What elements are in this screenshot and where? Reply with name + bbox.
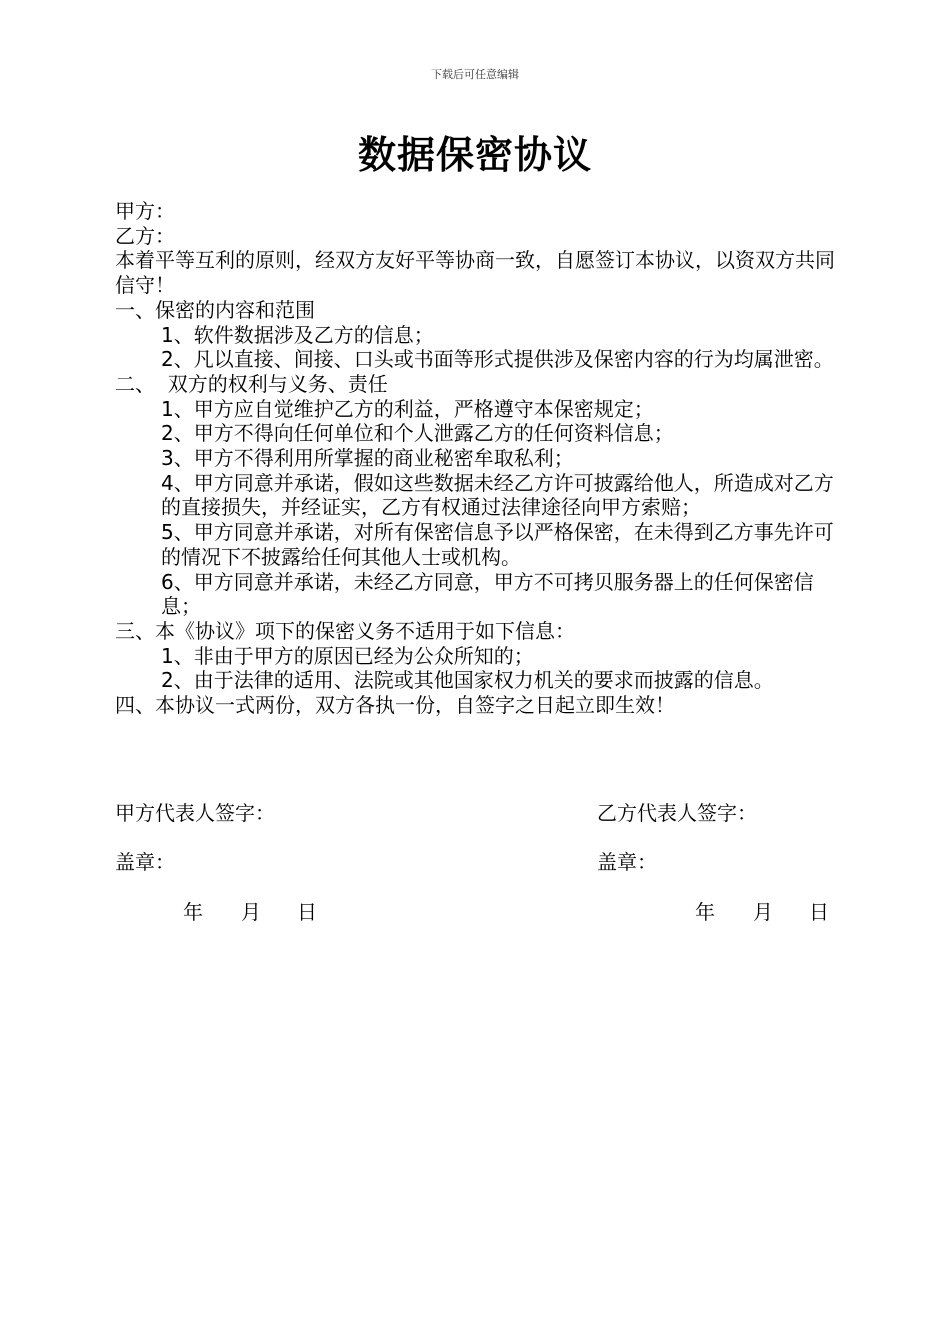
party-a-seal-label: 盖章：	[115, 850, 175, 874]
agreement-body	[115, 199, 840, 718]
party-a-signature-label: 甲方代表人签字：	[115, 801, 275, 825]
section-2-item: 3、甲方不得利用所掌握的商业秘密牟取私利；	[161, 446, 574, 471]
section-2-item: 2、甲方不得向任何单位和个人泄露乙方的任何资料信息；	[161, 421, 674, 446]
year-label: 年	[183, 900, 203, 924]
section-4-heading: 四、本协议一式两份，双方各执一份，自签字之日起立即生效！	[115, 693, 675, 718]
section-2-item: 5、甲方同意并承诺，对所有保密信息予以严格保密，在未得到乙方事先许可的情况下不披露给任何其他人士或机构。	[161, 520, 834, 569]
section-3-item: 1、非由于甲方的原因已经为公众所知的；	[161, 643, 534, 668]
year-label: 年	[695, 900, 715, 924]
section-1-item: 1、软件数据涉及乙方的信息；	[161, 322, 434, 347]
section-2-item: 1、甲方应自觉维护乙方的利益，严格遵守本保密规定；	[161, 396, 654, 421]
document-title: 数据保密协议	[357, 133, 592, 177]
party-b-seal-label: 盖章：	[597, 850, 657, 874]
party-b-date	[695, 896, 829, 925]
header-note: 下载后可任意编辑	[431, 68, 519, 81]
section-2-item: 4、甲方同意并承诺，假如这些数据未经乙方许可披露给他人，所造成对乙方的直接损失，并经证实，乙方有权通过法律途径向甲方索赔；	[161, 470, 834, 520]
section-2-heading: 二、 双方的权利与义务、责任	[115, 371, 388, 396]
date-row	[115, 896, 840, 922]
signature-row	[115, 797, 840, 823]
party-b-label: 乙方：	[115, 223, 175, 248]
party-a-date	[183, 896, 317, 925]
section-3-item: 2、由于法律的适用、法院或其他国家权力机关的要求而披露的信息。	[161, 668, 774, 693]
section-1-heading: 一、保密的内容和范围	[115, 297, 315, 322]
month-label: 月	[753, 900, 773, 924]
day-label: 日	[809, 900, 829, 924]
section-2-item: 6、甲方同意并承诺，未经乙方同意，甲方不可拷贝服务器上的任何保密信息；	[161, 569, 814, 619]
section-3-heading: 三、本《协议》项下的保密义务不适用于如下信息：	[115, 618, 575, 643]
party-a-label: 甲方：	[115, 199, 175, 223]
party-b-signature-label: 乙方代表人签字：	[597, 801, 757, 825]
month-label: 月	[241, 900, 261, 924]
seal-row	[115, 846, 840, 872]
day-label: 日	[297, 900, 317, 924]
section-1-item: 2、凡以直接、间接、口头或书面等形式提供涉及保密内容的行为均属泄密。	[161, 347, 834, 372]
intro-paragraph: 本着平等互利的原则，经双方友好平等协商一致，自愿签订本协议，以资双方共同信守！	[115, 248, 835, 298]
